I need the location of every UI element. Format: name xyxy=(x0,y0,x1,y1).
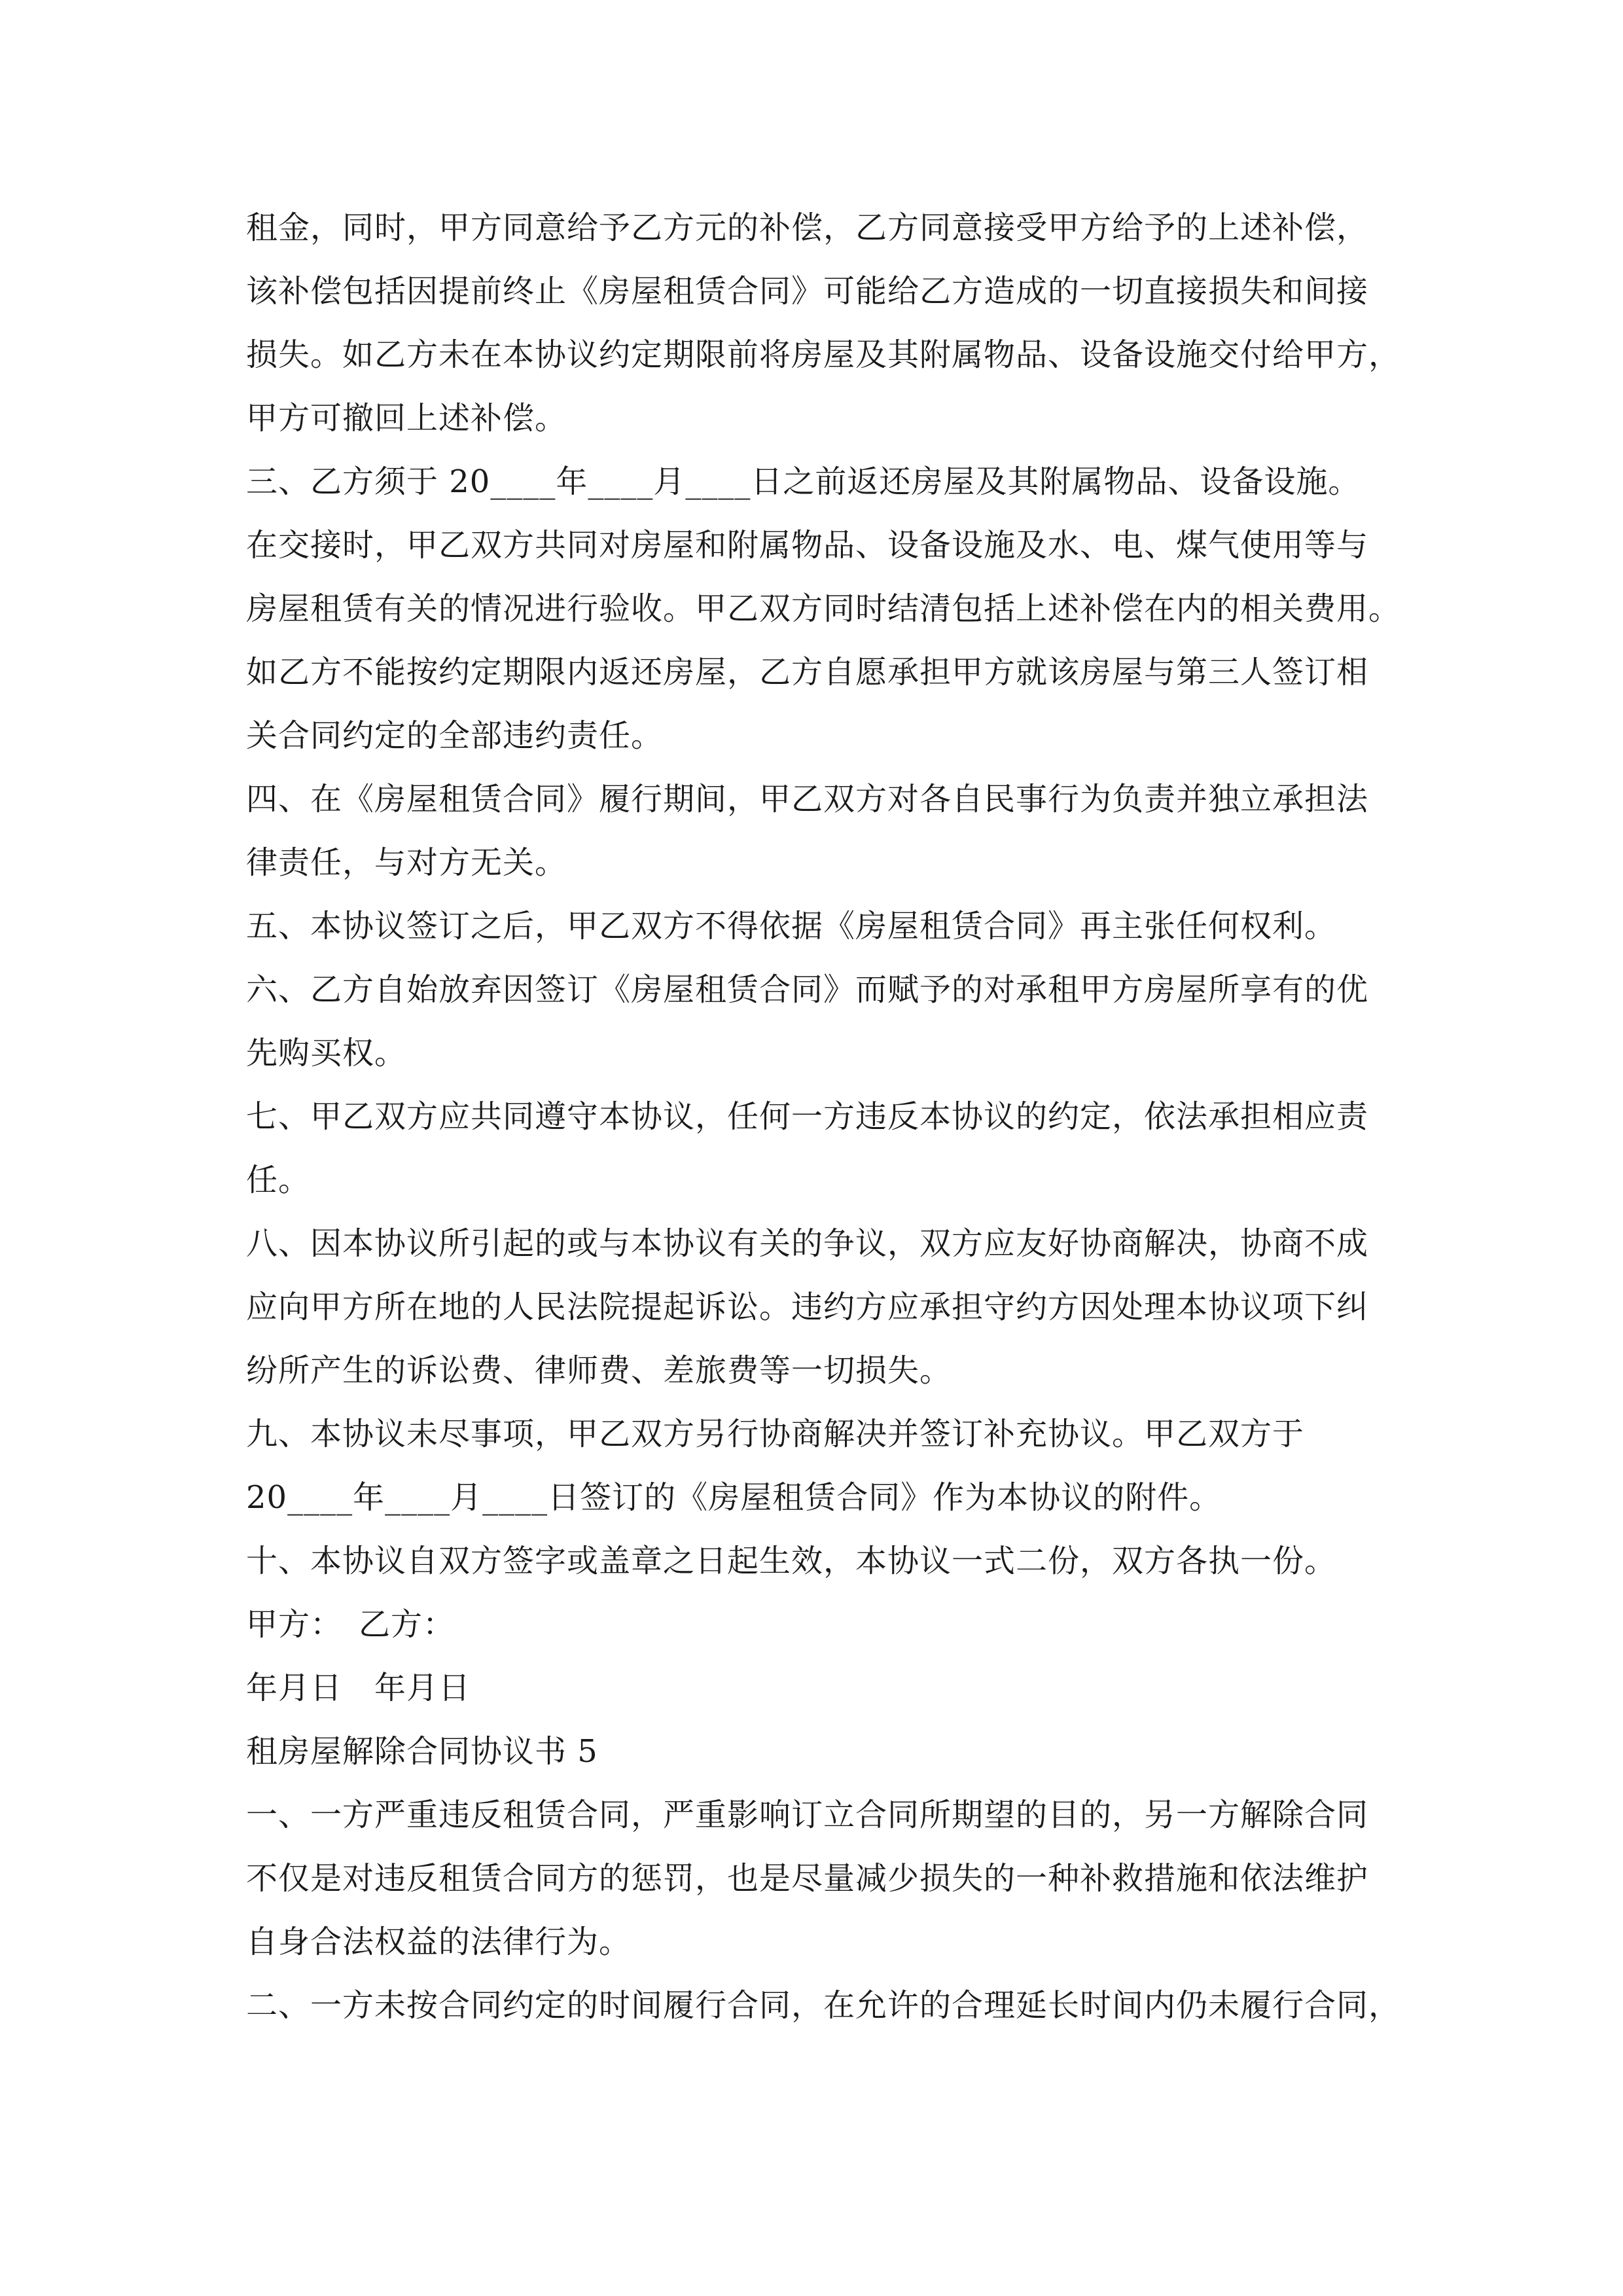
clause-3-line: 三、乙方须于 20____年____月____日之前返还房屋及其附属物品、设备设施。 xyxy=(246,463,1361,500)
clause-4-line: 四、在《房屋租赁合同》履行期间，甲乙双方对各自民事行为负责并独立承担法 xyxy=(246,781,1369,817)
text-line: 如乙方不能按约定期限内返还房屋，乙方自愿承担甲方就该房屋与第三人签订相 xyxy=(246,654,1369,691)
clause-8-line: 八、因本协议所引起的或与本协议有关的争议，双方应友好协商解决，协商不成 xyxy=(246,1225,1369,1262)
text-line: 房屋租赁有关的情况进行验收。甲乙双方同时结清包括上述补偿在内的相关费用。 xyxy=(246,590,1401,627)
clause-6-line: 六、乙方自始放弃因签订《房屋租赁合同》而赋予的对承租甲方房屋所享有的优 xyxy=(246,971,1369,1008)
text-line: 纷所产生的诉讼费、律师费、差旅费等一切损失。 xyxy=(246,1352,952,1389)
clause-7-line: 七、甲乙双方应共同遵守本协议，任何一方违反本协议的约定，依法承担相应责 xyxy=(246,1098,1369,1135)
clause-5-line: 五、本协议签订之后，甲乙双方不得依据《房屋租赁合同》再主张任何权利。 xyxy=(246,908,1337,944)
text-line: 关合同约定的全部违约责任。 xyxy=(246,717,664,754)
signature-dates-line: 年月日 年月日 xyxy=(246,1670,471,1706)
clause-9-line: 九、本协议未尽事项，甲乙双方另行协商解决并签订补充协议。甲乙双方于 xyxy=(246,1416,1305,1452)
clause-2-line: 二、一方未按合同约定的时间履行合同，在允许的合理延长时间内仍未履行合同， xyxy=(246,1987,1401,2024)
text-line: 任。 xyxy=(246,1162,311,1198)
text-line: 20____年____月____日签订的《房屋租赁合同》作为本协议的附件。 xyxy=(246,1479,1222,1516)
text-line: 损失。如乙方未在本协议约定期限前将房屋及其附属物品、设备设施交付给甲方， xyxy=(246,336,1401,373)
text-line: 租金，同时，甲方同意给予乙方元的补偿，乙方同意接受甲方给予的上述补偿， xyxy=(246,209,1369,246)
text-line: 律责任，与对方无关。 xyxy=(246,844,567,881)
text-line: 该补偿包括因提前终止《房屋租赁合同》可能给乙方造成的一切直接损失和间接 xyxy=(246,273,1369,310)
text-line: 先购买权。 xyxy=(246,1035,407,1071)
document-body xyxy=(246,196,1401,2037)
clause-10-line: 十、本协议自双方签字或盖章之日起生效，本协议一式二份，双方各执一份。 xyxy=(246,1543,1337,1579)
clause-1-line: 一、一方严重违反租赁合同，严重影响订立合同所期望的目的，另一方解除合同 xyxy=(246,1797,1369,1833)
text-line: 应向甲方所在地的人民法院提起诉讼。违约方应承担守约方因处理本协议项下纠 xyxy=(246,1289,1369,1325)
section-title: 租房屋解除合同协议书 5 xyxy=(246,1733,598,1770)
signature-parties-line: 甲方： 乙方： xyxy=(246,1606,455,1643)
text-line: 甲方可撤回上述补偿。 xyxy=(246,400,567,437)
text-line: 不仅是对违反租赁合同方的惩罚，也是尽量减少损失的一种补救措施和依法维护 xyxy=(246,1860,1369,1897)
text-line: 自身合法权益的法律行为。 xyxy=(246,1924,632,1960)
text-line: 在交接时，甲乙双方共同对房屋和附属物品、设备设施及水、电、煤气使用等与 xyxy=(246,527,1369,564)
